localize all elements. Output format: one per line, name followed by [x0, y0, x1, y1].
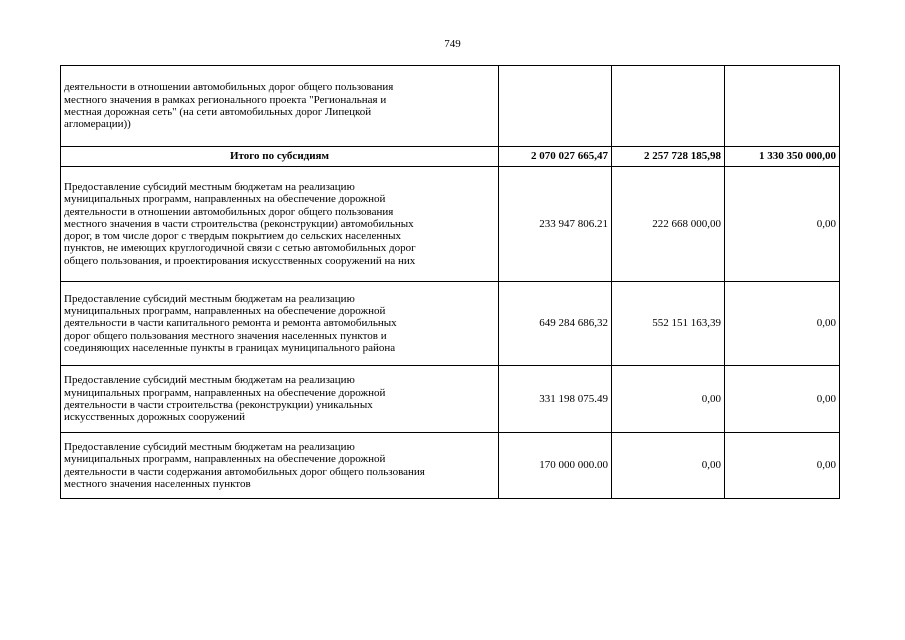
description-line: агломерации)) [64, 118, 131, 131]
value-cell-year2: 0,00 [612, 366, 725, 433]
value-cell-year3: 0,00 [725, 366, 840, 433]
description-line: дорог, в том числе дорог с твердым покрытием до сельских населенных [64, 230, 401, 243]
description-line: муниципальных программ, направленных на обеспечение дорожной [64, 193, 386, 206]
row-description [61, 282, 499, 366]
description-line: местного значения в части строительства (реконструкции) автомобильных [64, 217, 414, 230]
table-row-total [61, 147, 840, 167]
table-row [61, 282, 840, 366]
row-description [61, 167, 499, 282]
total-label: Итого по субсидиям [61, 147, 499, 167]
description-line: Предоставление субсидий местным бюджетам на реализацию [64, 440, 355, 453]
description-line: муниципальных программ, направленных на обеспечение дорожной [64, 386, 386, 399]
description-line: пунктов, не имеющих круглогодичной связи с сетью автомобильных дорог [64, 242, 416, 255]
description-line: соединяющих населенные пункты в границах муниципального района [64, 341, 396, 354]
page-number: 749 [444, 38, 461, 50]
description-line: деятельности в части капитального ремонта и ремонта автомобильных [64, 317, 397, 330]
total-value-year2: 2 257 728 185,98 [612, 147, 725, 167]
value-cell-year3 [725, 66, 840, 147]
value-cell-year3: 0,00 [725, 282, 840, 366]
description-line: деятельности в части содержания автомобильных дорог общего пользования [64, 465, 425, 478]
value-cell-year1: 649 284 686,32 [499, 282, 612, 366]
total-value-year1: 2 070 027 665,47 [499, 147, 612, 167]
table-row [61, 167, 840, 282]
description-line: Предоставление субсидий местным бюджетам на реализацию [64, 292, 355, 305]
description-line: искусственных дорожных сооружений [64, 411, 245, 424]
description-line: Предоставление субсидий местным бюджетам на реализацию [64, 180, 355, 193]
description-line: муниципальных программ, направленных на обеспечение дорожной [64, 453, 386, 466]
description-line: муниципальных программ, направленных на обеспечение дорожной [64, 305, 386, 318]
subsidy-table [60, 65, 840, 499]
value-cell-year2: 222 668 000,00 [612, 167, 725, 282]
table-row [61, 433, 840, 499]
total-value-year3: 1 330 350 000,00 [725, 147, 840, 167]
description-line: местного значения населенных пунктов [64, 477, 251, 490]
table-row-continuation [61, 66, 840, 147]
value-cell-year1 [499, 66, 612, 147]
description-line: деятельности в отношении автомобильных дорог общего пользования [64, 205, 394, 218]
description-line: общего пользования, и проектирования искусственных сооружений на них [64, 254, 416, 267]
description-line: местного значения в рамках регионального проекта "Региональная и [64, 93, 387, 106]
value-cell-year2 [612, 66, 725, 147]
description-line: местная дорожная сеть" (на сети автомобильных дорог Липецкой [64, 106, 372, 118]
description-line: Предоставление субсидий местным бюджетам на реализацию [64, 374, 355, 387]
value-cell-year2: 0,00 [612, 433, 725, 499]
value-cell-year2: 552 151 163,39 [612, 282, 725, 366]
row-description [61, 66, 499, 147]
value-cell-year1: 170 000 000.00 [499, 433, 612, 499]
description-line: деятельности в части строительства (реконструкции) уникальных [64, 399, 373, 411]
row-description [61, 366, 499, 433]
value-cell-year3: 0,00 [725, 433, 840, 499]
value-cell-year1: 331 198 075.49 [499, 366, 612, 433]
row-description [61, 433, 499, 499]
table-row [61, 366, 840, 433]
description-line: дорог общего пользования местного значения населенных пунктов и [64, 329, 387, 342]
value-cell-year1: 233 947 806.21 [499, 167, 612, 282]
description-line: деятельности в отношении автомобильных дорог общего пользования [64, 81, 394, 94]
value-cell-year3: 0,00 [725, 167, 840, 282]
